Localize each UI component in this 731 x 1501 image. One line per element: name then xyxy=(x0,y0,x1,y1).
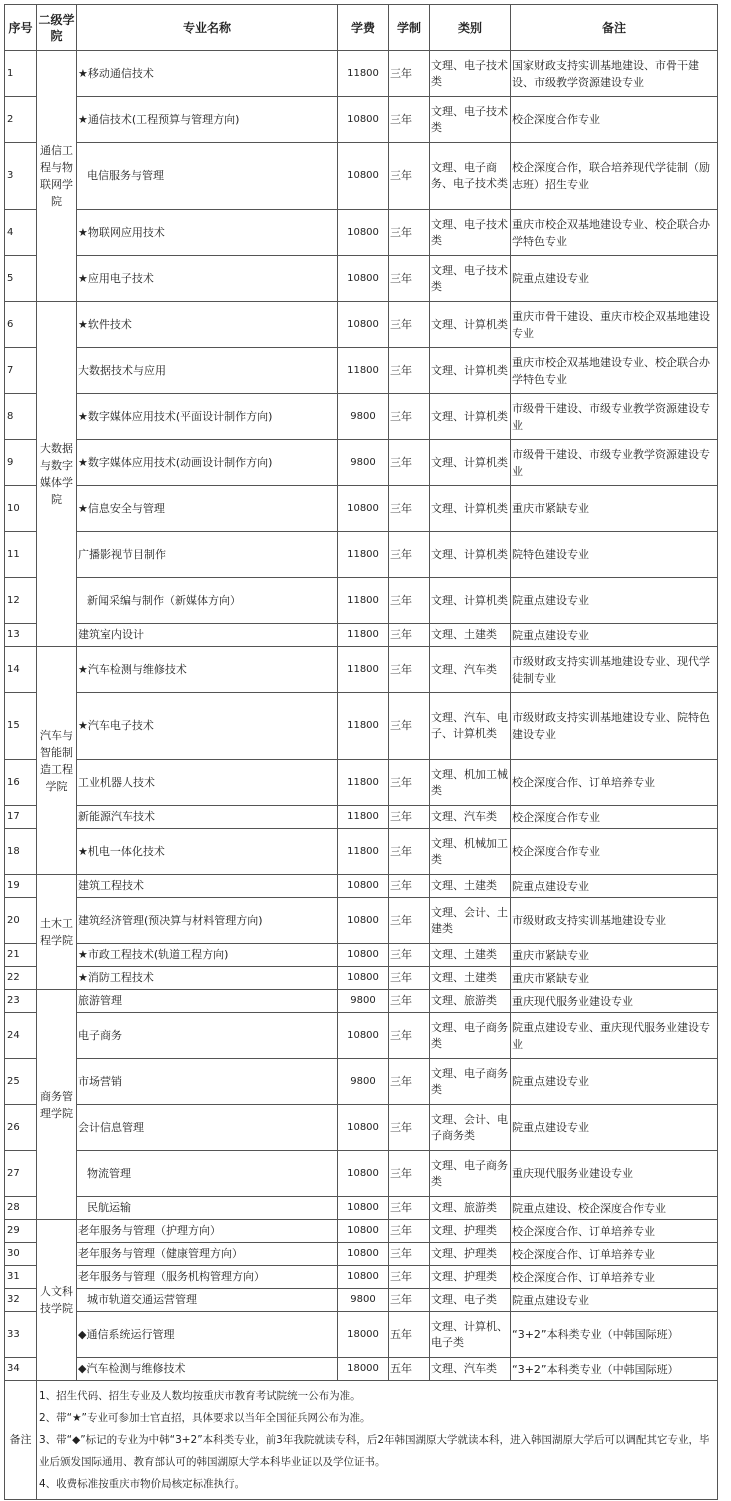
row-seq: 23 xyxy=(5,990,37,1013)
duration: 三年 xyxy=(389,829,430,875)
row-seq: 31 xyxy=(5,1266,37,1289)
category: 文理、电子商务类 xyxy=(430,1013,511,1059)
duration: 三年 xyxy=(389,1220,430,1243)
tuition-fee: 11800 xyxy=(338,647,389,693)
duration: 三年 xyxy=(389,348,430,394)
note: 院重点建设专业 xyxy=(511,1105,718,1151)
category: 文理、电子商务类 xyxy=(430,1151,511,1197)
major-name: ★消防工程技术 xyxy=(77,967,338,990)
note: 院重点建设专业、重庆现代服务业建设专业 xyxy=(511,1013,718,1059)
row-seq: 11 xyxy=(5,532,37,578)
table-row xyxy=(5,1059,718,1105)
row-seq: 7 xyxy=(5,348,37,394)
row-seq: 19 xyxy=(5,875,37,898)
row-seq: 30 xyxy=(5,1243,37,1266)
major-name: 工业机器人技术 xyxy=(77,760,338,806)
note: 院重点建设专业 xyxy=(511,578,718,624)
table-row xyxy=(5,1197,718,1220)
major-name: ★市政工程技术(轨道工程方向) xyxy=(77,944,338,967)
tuition-fee: 10800 xyxy=(338,1243,389,1266)
row-seq: 32 xyxy=(5,1289,37,1312)
category: 文理、计算机类 xyxy=(430,394,511,440)
category: 文理、旅游类 xyxy=(430,990,511,1013)
table-row xyxy=(5,647,718,693)
note: 市级财政支持实训基地建设专业、现代学徒制专业 xyxy=(511,647,718,693)
category: 文理、会计、电子商务类 xyxy=(430,1105,511,1151)
college-cell: 大数据与数字媒体学院 xyxy=(37,302,77,647)
major-name: 民航运输 xyxy=(77,1197,338,1220)
major-name: 广播影视节目制作 xyxy=(77,532,338,578)
category: 文理、机械加工类 xyxy=(430,829,511,875)
remark-line-4: 4、收费标准按重庆市物价局核定标准执行。 xyxy=(39,1478,246,1490)
table-row xyxy=(5,210,718,256)
table-row xyxy=(5,1312,718,1358)
row-seq: 1 xyxy=(5,51,37,97)
tuition-fee: 10800 xyxy=(338,256,389,302)
duration: 三年 xyxy=(389,210,430,256)
college-cell: 汽车与智能制造工程学院 xyxy=(37,647,77,875)
major-name: ★数字媒体应用技术(动画设计制作方向) xyxy=(77,440,338,486)
note: 校企深度合作、订单培养专业 xyxy=(511,760,718,806)
category: 文理、电子类 xyxy=(430,1289,511,1312)
duration: 三年 xyxy=(389,143,430,210)
duration: 三年 xyxy=(389,624,430,647)
tuition-fee: 10800 xyxy=(338,486,389,532)
row-seq: 6 xyxy=(5,302,37,348)
major-name: 新能源汽车技术 xyxy=(77,806,338,829)
duration: 三年 xyxy=(389,256,430,302)
tuition-fee: 10800 xyxy=(338,210,389,256)
table-row xyxy=(5,532,718,578)
row-seq: 13 xyxy=(5,624,37,647)
major-name: ★物联网应用技术 xyxy=(77,210,338,256)
category: 文理、电子技术类 xyxy=(430,210,511,256)
tuition-fee: 10800 xyxy=(338,1105,389,1151)
note: 校企深度合作、订单培养专业 xyxy=(511,1220,718,1243)
tuition-fee: 9800 xyxy=(338,1289,389,1312)
category: 文理、电子技术类 xyxy=(430,51,511,97)
major-name: 城市轨道交通运营管理 xyxy=(77,1289,338,1312)
table-row xyxy=(5,348,718,394)
note: 校企深度合作，联合培养现代学徒制（励志班）招生专业 xyxy=(511,143,718,210)
note: 校企深度合作专业 xyxy=(511,829,718,875)
note: “3+2”本科类专业（中韩国际班） xyxy=(511,1312,718,1358)
row-seq: 24 xyxy=(5,1013,37,1059)
note: 重庆市骨干建设、重庆市校企双基地建设专业 xyxy=(511,302,718,348)
table-row xyxy=(5,1289,718,1312)
row-seq: 29 xyxy=(5,1220,37,1243)
tuition-fee: 10800 xyxy=(338,1220,389,1243)
category: 文理、计算机类 xyxy=(430,348,511,394)
tuition-fee: 10800 xyxy=(338,302,389,348)
header-note: 备注 xyxy=(511,5,718,51)
table-row xyxy=(5,578,718,624)
note: 院重点建设、校企深度合作专业 xyxy=(511,1197,718,1220)
row-seq: 10 xyxy=(5,486,37,532)
row-seq: 21 xyxy=(5,944,37,967)
major-name: ◆汽车检测与维修技术 xyxy=(77,1358,338,1381)
category: 文理、电子技术类 xyxy=(430,97,511,143)
category: 文理、计算机类 xyxy=(430,486,511,532)
tuition-fee: 10800 xyxy=(338,898,389,944)
major-name: ★应用电子技术 xyxy=(77,256,338,302)
category: 文理、计算机类 xyxy=(430,440,511,486)
duration: 三年 xyxy=(389,1151,430,1197)
note: 院特色建设专业 xyxy=(511,532,718,578)
remarks-label: 备注 xyxy=(5,1381,37,1500)
remarks-body xyxy=(37,1381,718,1500)
note: 重庆市校企双基地建设专业、校企联合办学特色专业 xyxy=(511,348,718,394)
category: 文理、计算机类 xyxy=(430,302,511,348)
category: 文理、土建类 xyxy=(430,967,511,990)
category: 文理、电子商务、电子技术类 xyxy=(430,143,511,210)
row-seq: 26 xyxy=(5,1105,37,1151)
note: 重庆市紧缺专业 xyxy=(511,967,718,990)
college-cell: 土木工程学院 xyxy=(37,875,77,990)
duration: 三年 xyxy=(389,1059,430,1105)
row-seq: 25 xyxy=(5,1059,37,1105)
major-name: 老年服务与管理（服务机构管理方向） xyxy=(77,1266,338,1289)
tuition-fee: 9800 xyxy=(338,440,389,486)
tuition-fee: 11800 xyxy=(338,624,389,647)
major-name: ★信息安全与管理 xyxy=(77,486,338,532)
major-name: ★数字媒体应用技术(平面设计制作方向) xyxy=(77,394,338,440)
table-row xyxy=(5,806,718,829)
note: 院重点建设专业 xyxy=(511,256,718,302)
remark-line-1: 1、招生代码、招生专业及人数均按重庆市教育考试院统一公布为准。 xyxy=(39,1390,361,1402)
note: 国家财政支持实训基地建设、市骨干建设、市级教学资源建设专业 xyxy=(511,51,718,97)
table-row xyxy=(5,302,718,348)
note: 院重点建设专业 xyxy=(511,875,718,898)
tuition-fee: 11800 xyxy=(338,348,389,394)
header-major: 专业名称 xyxy=(77,5,338,51)
duration: 三年 xyxy=(389,967,430,990)
category: 文理、计算机类 xyxy=(430,532,511,578)
tuition-fee: 10800 xyxy=(338,875,389,898)
college-cell: 商务管理学院 xyxy=(37,990,77,1220)
table-row xyxy=(5,1220,718,1243)
tuition-fee: 9800 xyxy=(338,394,389,440)
category: 文理、土建类 xyxy=(430,875,511,898)
major-name: ◆通信系统运行管理 xyxy=(77,1312,338,1358)
category: 文理、会计、土建类 xyxy=(430,898,511,944)
row-seq: 18 xyxy=(5,829,37,875)
major-name: 老年服务与管理（健康管理方向） xyxy=(77,1243,338,1266)
category: 文理、电子商务类 xyxy=(430,1059,511,1105)
table-row xyxy=(5,898,718,944)
category: 文理、土建类 xyxy=(430,624,511,647)
header-fee: 学费 xyxy=(338,5,389,51)
table-row xyxy=(5,693,718,760)
row-seq: 16 xyxy=(5,760,37,806)
note: “3+2”本科类专业（中韩国际班） xyxy=(511,1358,718,1381)
tuition-fee: 10800 xyxy=(338,97,389,143)
tuition-fee: 9800 xyxy=(338,990,389,1013)
note: 市级骨干建设、市级专业教学资源建设专业 xyxy=(511,394,718,440)
note: 市级财政支持实训基地建设专业 xyxy=(511,898,718,944)
row-seq: 34 xyxy=(5,1358,37,1381)
table-row xyxy=(5,1013,718,1059)
duration: 三年 xyxy=(389,1243,430,1266)
table-row xyxy=(5,97,718,143)
major-name: ★机电一体化技术 xyxy=(77,829,338,875)
major-name: 市场营销 xyxy=(77,1059,338,1105)
header-duration: 学制 xyxy=(389,5,430,51)
category: 文理、护理类 xyxy=(430,1266,511,1289)
duration: 三年 xyxy=(389,647,430,693)
major-name: 新闻采编与制作（新媒体方向） xyxy=(77,578,338,624)
tuition-fee: 11800 xyxy=(338,51,389,97)
major-name: 物流管理 xyxy=(77,1151,338,1197)
duration: 三年 xyxy=(389,302,430,348)
row-seq: 20 xyxy=(5,898,37,944)
category: 文理、旅游类 xyxy=(430,1197,511,1220)
table-row xyxy=(5,1243,718,1266)
duration: 五年 xyxy=(389,1358,430,1381)
category: 文理、汽车类 xyxy=(430,806,511,829)
row-seq: 3 xyxy=(5,143,37,210)
college-cell: 通信工程与物联网学院 xyxy=(37,51,77,302)
duration: 三年 xyxy=(389,806,430,829)
major-name: ★汽车检测与维修技术 xyxy=(77,647,338,693)
duration: 三年 xyxy=(389,875,430,898)
major-name: 建筑经济管理(预决算与材料管理方向) xyxy=(77,898,338,944)
note: 校企深度合作专业 xyxy=(511,806,718,829)
category: 文理、电子技术类 xyxy=(430,256,511,302)
note: 校企深度合作专业 xyxy=(511,97,718,143)
major-name: 老年服务与管理（护理方向） xyxy=(77,1220,338,1243)
table-row xyxy=(5,440,718,486)
header-college: 二级学院 xyxy=(37,5,77,51)
note: 院重点建设专业 xyxy=(511,1059,718,1105)
table-row xyxy=(5,967,718,990)
tuition-fee: 10800 xyxy=(338,967,389,990)
table-row xyxy=(5,1105,718,1151)
table-row xyxy=(5,875,718,898)
major-name: 建筑工程技术 xyxy=(77,875,338,898)
category: 文理、汽车类 xyxy=(430,1358,511,1381)
tuition-fee: 10800 xyxy=(338,1266,389,1289)
row-seq: 12 xyxy=(5,578,37,624)
row-seq: 17 xyxy=(5,806,37,829)
duration: 三年 xyxy=(389,51,430,97)
note: 重庆现代服务业建设专业 xyxy=(511,990,718,1013)
tuition-fee: 11800 xyxy=(338,806,389,829)
duration: 三年 xyxy=(389,1105,430,1151)
tuition-fee: 9800 xyxy=(338,1059,389,1105)
category: 文理、计算机类 xyxy=(430,578,511,624)
tuition-fee: 11800 xyxy=(338,829,389,875)
major-name: ★移动通信技术 xyxy=(77,51,338,97)
major-name: 电子商务 xyxy=(77,1013,338,1059)
duration: 三年 xyxy=(389,97,430,143)
note: 重庆现代服务业建设专业 xyxy=(511,1151,718,1197)
majors-table xyxy=(4,4,718,1500)
table-row xyxy=(5,760,718,806)
tuition-fee: 10800 xyxy=(338,1013,389,1059)
category: 文理、汽车、电子、计算机类 xyxy=(430,693,511,760)
tuition-fee: 11800 xyxy=(338,693,389,760)
table-row xyxy=(5,486,718,532)
header-category: 类别 xyxy=(430,5,511,51)
major-name: 电信服务与管理 xyxy=(77,143,338,210)
remarks-row xyxy=(5,1381,718,1500)
duration: 三年 xyxy=(389,394,430,440)
tuition-fee: 10800 xyxy=(338,944,389,967)
note: 市级财政支持实训基地建设专业、院特色建设专业 xyxy=(511,693,718,760)
duration: 三年 xyxy=(389,760,430,806)
tuition-fee: 11800 xyxy=(338,760,389,806)
row-seq: 14 xyxy=(5,647,37,693)
row-seq: 5 xyxy=(5,256,37,302)
row-seq: 4 xyxy=(5,210,37,256)
table-row xyxy=(5,990,718,1013)
category: 文理、土建类 xyxy=(430,944,511,967)
note: 校企深度合作、订单培养专业 xyxy=(511,1266,718,1289)
table-row xyxy=(5,256,718,302)
tuition-fee: 10800 xyxy=(338,1151,389,1197)
tuition-fee: 11800 xyxy=(338,578,389,624)
duration: 三年 xyxy=(389,1197,430,1220)
major-name: 旅游管理 xyxy=(77,990,338,1013)
table-row xyxy=(5,51,718,97)
tuition-fee: 18000 xyxy=(338,1312,389,1358)
table-row xyxy=(5,143,718,210)
duration: 三年 xyxy=(389,1289,430,1312)
row-seq: 15 xyxy=(5,693,37,760)
note: 院重点建设专业 xyxy=(511,624,718,647)
row-seq: 28 xyxy=(5,1197,37,1220)
category: 文理、机加工械类 xyxy=(430,760,511,806)
duration: 三年 xyxy=(389,440,430,486)
table-row xyxy=(5,1358,718,1381)
note: 重庆市紧缺专业 xyxy=(511,486,718,532)
duration: 三年 xyxy=(389,990,430,1013)
table-row xyxy=(5,1151,718,1197)
major-name: 会计信息管理 xyxy=(77,1105,338,1151)
header-seq: 序号 xyxy=(5,5,37,51)
table-row xyxy=(5,394,718,440)
note: 重庆市校企双基地建设专业、校企联合办学特色专业 xyxy=(511,210,718,256)
major-name: ★通信技术(工程预算与管理方向) xyxy=(77,97,338,143)
major-name: 建筑室内设计 xyxy=(77,624,338,647)
duration: 三年 xyxy=(389,1013,430,1059)
category: 文理、汽车类 xyxy=(430,647,511,693)
duration: 五年 xyxy=(389,1312,430,1358)
majors-table-wrapper xyxy=(4,4,718,1500)
table-row xyxy=(5,829,718,875)
table-row xyxy=(5,944,718,967)
category: 文理、计算机、电子类 xyxy=(430,1312,511,1358)
remark-line-2: 2、带“★”专业可参加士官直招，具体要求以当年全国征兵网公布为准。 xyxy=(39,1412,371,1424)
note: 校企深度合作、订单培养专业 xyxy=(511,1243,718,1266)
college-cell: 人文科技学院 xyxy=(37,1220,77,1381)
remark-line-3: 3、带“◆”标记的专业为中韩“3+2”本科类专业，前3年我院就读专科，后2年韩国湖原大学就读本科，进入韩国湖原大学后可以调配其它专业，毕业后颁发国际通用、教育部认可的韩国湖原大学本科毕业证以及学位证书。 xyxy=(39,1434,710,1468)
table-row xyxy=(5,624,718,647)
duration: 三年 xyxy=(389,944,430,967)
note: 院重点建设专业 xyxy=(511,1289,718,1312)
row-seq: 27 xyxy=(5,1151,37,1197)
header-row xyxy=(5,5,718,51)
duration: 三年 xyxy=(389,486,430,532)
category: 文理、护理类 xyxy=(430,1243,511,1266)
major-name: 大数据技术与应用 xyxy=(77,348,338,394)
duration: 三年 xyxy=(389,898,430,944)
row-seq: 9 xyxy=(5,440,37,486)
tuition-fee: 11800 xyxy=(338,532,389,578)
duration: 三年 xyxy=(389,578,430,624)
category: 文理、护理类 xyxy=(430,1220,511,1243)
tuition-fee: 10800 xyxy=(338,143,389,210)
row-seq: 8 xyxy=(5,394,37,440)
tuition-fee: 18000 xyxy=(338,1358,389,1381)
major-name: ★汽车电子技术 xyxy=(77,693,338,760)
majors-table-body xyxy=(5,51,718,1381)
duration: 三年 xyxy=(389,693,430,760)
major-name: ★软件技术 xyxy=(77,302,338,348)
duration: 三年 xyxy=(389,532,430,578)
row-seq: 22 xyxy=(5,967,37,990)
tuition-fee: 10800 xyxy=(338,1197,389,1220)
duration: 三年 xyxy=(389,1266,430,1289)
row-seq: 2 xyxy=(5,97,37,143)
note: 市级骨干建设、市级专业教学资源建设专业 xyxy=(511,440,718,486)
row-seq: 33 xyxy=(5,1312,37,1358)
note: 重庆市紧缺专业 xyxy=(511,944,718,967)
table-row xyxy=(5,1266,718,1289)
